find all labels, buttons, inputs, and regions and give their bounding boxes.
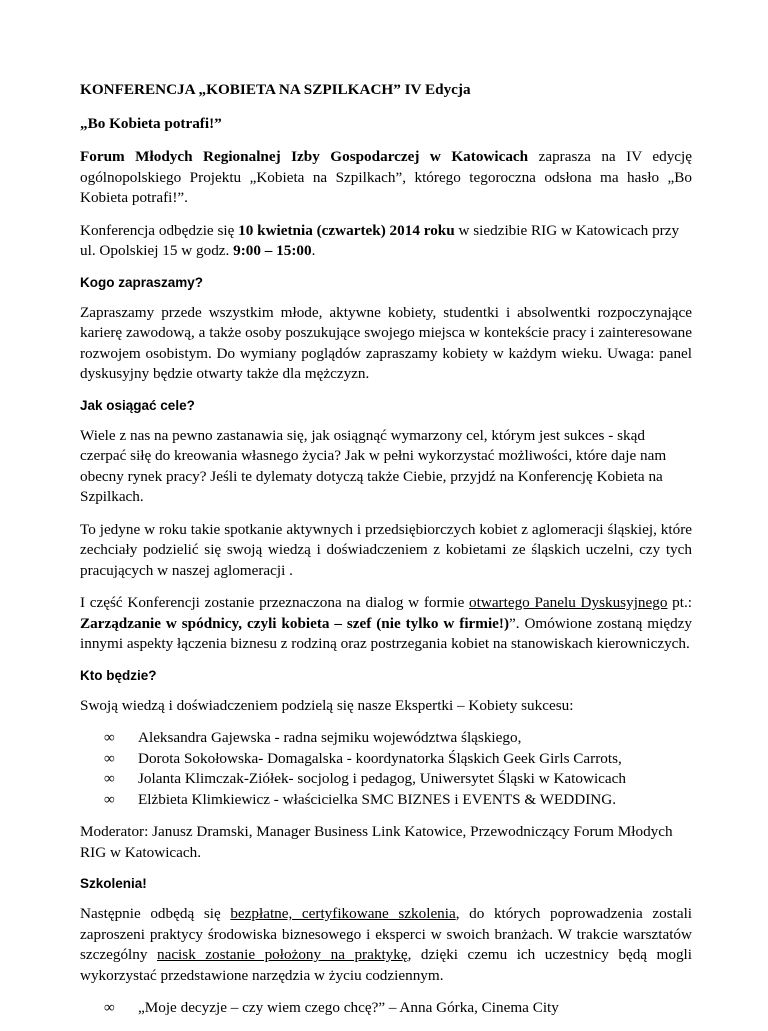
date-paragraph	[80, 221, 692, 262]
list-item	[80, 998, 692, 1019]
training-item: „Moje decyzje – czy wiem czego chcę?” – Anna Górka, Cinema City	[138, 999, 559, 1016]
goals-paragraph-3	[80, 593, 692, 655]
expert-name: Elżbieta Klimkiewicz - właścicielka SMC BIZNES i EVENTS & WEDDING.	[138, 790, 617, 808]
organizer-name: Forum Młodych Regionalnej Izby Gospodarczej w Katowicach	[80, 148, 529, 165]
list-item	[80, 790, 692, 811]
training-text-2: , do których poprowadzenia zostali zaproszeni praktycy środowiska biznesowego i eksperci w swoich branżach. W trakcie warsztatów szczególny	[80, 905, 693, 963]
experts-lead: Swoją wiedzą i doświadczeniem podzielą się nasze Ekspertki – Kobiety sukcesu:	[80, 696, 574, 714]
date-text-3: .	[311, 242, 316, 259]
infinity-bullet-icon: ∞	[104, 999, 115, 1016]
panel-text-1: I część Konferencji zostanie przeznaczona na dialog w formie	[80, 594, 470, 611]
training-link-practice: nacisk zostanie położony na praktykę	[156, 946, 408, 963]
heading-experts: Kto będzie?	[80, 667, 157, 683]
infinity-bullet-icon: ∞	[104, 729, 115, 746]
list-item	[80, 749, 692, 770]
expert-name: Aleksandra Gajewska - radna sejmiku województwa śląskiego,	[138, 729, 522, 746]
training-link-free: bezpłatne, certyfikowane szkolenia	[230, 905, 456, 922]
experts-list	[80, 728, 692, 810]
expert-name: Dorota Sokołowska- Domagalska - koordynatorka Śląskich Geek Girls Carrots,	[138, 749, 622, 767]
intro-text: zaprasza na IV edycję ogólnopolskiego Projektu „Kobieta na Szpilkach”, którego tegoroczna odsłona ma hasło „Bo Kobieta potrafi!”.	[80, 148, 693, 206]
panel-link: otwartego Panelu Dyskusyjnego	[469, 594, 668, 611]
goals-paragraph-2: To jedyne w roku takie spotkanie aktywnych i przedsiębiorczych kobiet z aglomeracji śląskiej, które zechciały podzielić się swoją wiedzą i doświadczeniem z kobietami ze śląskich uczelni, czy tych pracujących w naszej aglomeracji .	[80, 520, 692, 579]
event-date: 10 kwietnia (czwartek) 2014 roku	[238, 221, 455, 239]
document-motto: „Bo Kobieta potrafi!”	[80, 114, 222, 132]
training-paragraph	[80, 904, 692, 986]
expert-name: Jolanta Klimczak-Ziółek- socjolog i pedagog, Uniwersytet Śląski w Katowicach	[138, 770, 626, 787]
intro-paragraph	[80, 147, 692, 209]
date-text-1: Konferencja odbędzie się	[80, 221, 239, 239]
moderator-paragraph: Moderator: Janusz Dramski, Manager Business Link Katowice, Przewodniczący Forum Młodych RIG w Katowicach.	[80, 823, 673, 861]
panel-text-3: ”. Omówione zostaną między innymi aspekty łączenia biznesu z rodziną oraz postrzegania kobiet na stanowiskach kierowniczych.	[80, 614, 692, 652]
infinity-bullet-icon: ∞	[104, 790, 115, 808]
heading-training: Szkolenia!	[80, 876, 147, 891]
heading-who: Kogo zapraszamy?	[80, 274, 204, 290]
training-text-3: , dzięki czemu ich uczestnicy będą mogli wykorzystać przedstawione narzędzia w życiu codziennym.	[80, 946, 692, 984]
infinity-bullet-icon: ∞	[104, 749, 115, 767]
training-list	[80, 998, 692, 1019]
date-text-2: w siedzibie RIG w Katowicach przy ul. Opolskiej 15 w godz.	[80, 221, 680, 259]
heading-goals: Jak osiągać cele?	[80, 397, 195, 413]
list-item	[80, 769, 692, 790]
panel-text-2: pt.:	[667, 594, 692, 611]
panel-title: Zarządzanie w spódnicy, czyli kobieta – szef (nie tylko w firmie!)	[80, 614, 510, 632]
list-item	[80, 728, 692, 749]
goals-paragraph-1: Wiele z nas na pewno zastanawia się, jak osiągnąć wymarzony cel, którym jest sukces - skąd czerpać siłę do kreowania własnego życia? Jak w pełni wykorzystać możliwości, które daje nam obecny rynek pracy? Jeśli te dylematy dotyczą także Ciebie, przyjdź na Konferencję Kobieta na Szpilkach.	[80, 426, 667, 505]
document-page	[80, 74, 692, 1031]
event-time: 9:00 – 15:00	[233, 242, 312, 259]
document-title: KONFERENCJA „KOBIETA NA SZPILKACH” IV Edycja	[80, 81, 471, 98]
training-text-1: Następnie odbędą się	[80, 905, 231, 922]
infinity-bullet-icon: ∞	[104, 770, 115, 787]
who-paragraph: Zapraszamy przede wszystkim młode, aktywne kobiety, studentki i absolwentki rozpoczynające karierę zawodową, a także osoby poszukujące swojego miejsca w kontekście pracy i zainteresowane rozwojem osobistym. Do wymiany poglądów zapraszamy kobiety w każdym wieku. Uwaga: panel dyskusyjny będzie otwarty także dla mężczyzn.	[80, 303, 692, 382]
